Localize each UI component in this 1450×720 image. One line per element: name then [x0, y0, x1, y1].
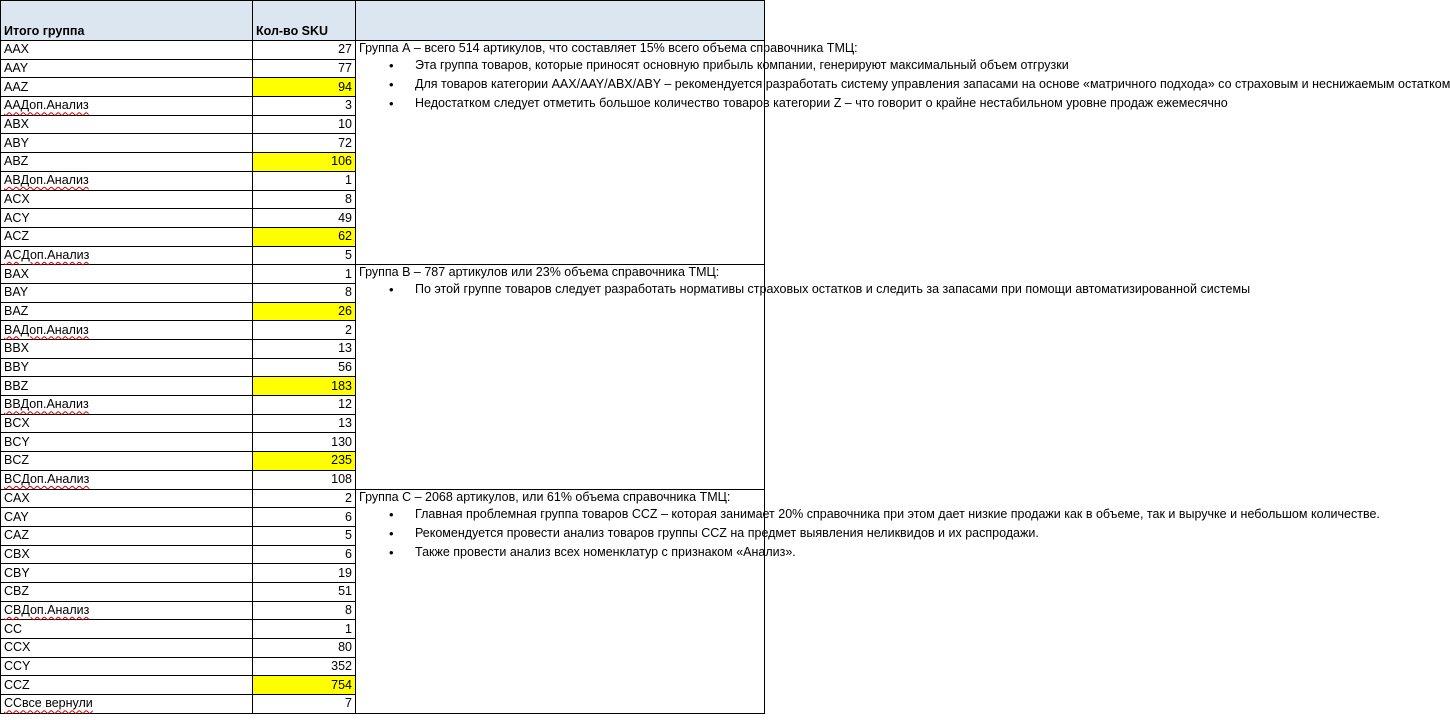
group-code-text: CBДоп.Анализ — [4, 602, 90, 617]
note-bullet: • Рекомендуется провести анализ товаров группы CCZ на предмет выявления неликвидов и их распродажи. — [415, 526, 761, 541]
sku-count-cell[interactable]: 8 — [253, 283, 356, 302]
note-bullet: • По этой группе товаров следует разработать нормативы страховых остатков и следить за запасами при помощи автоматизированной системы — [415, 282, 761, 297]
group-code-text: BBY — [4, 360, 30, 375]
group-code-cell[interactable] — [1, 470, 253, 489]
group-code-cell[interactable] — [1, 396, 253, 415]
group-code-text: BAY — [4, 285, 29, 300]
group-code-text: AAДоп.Анализ — [4, 98, 89, 113]
note-bullet: • Недостатком следует отметить большое количество товаров категории Z – что говорит о крайне нестабильном уровне продаж ежемесячно — [415, 96, 761, 111]
sku-count-cell[interactable]: 3 — [253, 97, 356, 116]
group-code-cell[interactable] — [1, 321, 253, 340]
group-code-cell[interactable] — [1, 283, 253, 302]
note-bullet: • Эта группа товаров, которые приносят основную прибыль компании, генерируют максимальный объем отгрузки — [415, 58, 761, 73]
group-code-text: ACX — [4, 191, 30, 206]
group-code-cell[interactable] — [1, 134, 253, 153]
group-code-cell[interactable] — [1, 340, 253, 359]
group-code-cell[interactable] — [1, 41, 253, 60]
group-code-cell[interactable] — [1, 508, 253, 527]
table-row — [1, 489, 765, 508]
sku-count-cell[interactable]: 26 — [253, 302, 356, 321]
sku-count-cell[interactable]: 13 — [253, 340, 356, 359]
group-code-cell[interactable] — [1, 97, 253, 116]
sku-count-cell[interactable]: 13 — [253, 414, 356, 433]
group-code-cell[interactable] — [1, 489, 253, 508]
group-code-cell[interactable] — [1, 302, 253, 321]
sku-count-cell[interactable]: 352 — [253, 657, 356, 676]
group-code-text: CAY — [4, 509, 29, 524]
group-code-text: BCZ — [4, 453, 29, 468]
sku-count-cell[interactable]: 12 — [253, 396, 356, 415]
group-code-cell[interactable] — [1, 695, 253, 714]
sku-count-cell[interactable]: 27 — [253, 41, 356, 60]
group-code-cell[interactable] — [1, 433, 253, 452]
group-code-text: AAZ — [4, 79, 29, 94]
group-code-cell[interactable] — [1, 414, 253, 433]
group-code-cell[interactable] — [1, 227, 253, 246]
group-code-text: CBZ — [4, 584, 29, 599]
sku-count-cell[interactable]: 80 — [253, 639, 356, 658]
group-code-text: ABY — [4, 135, 30, 150]
note-title: Группа С – 2068 артикулов, или 61% объема справочника ТМЦ: — [359, 489, 731, 504]
sku-count-cell[interactable]: 62 — [253, 227, 356, 246]
group-code-text: BAX — [4, 266, 30, 281]
header-group-cell[interactable]: Итого группа — [1, 1, 253, 41]
table-row — [1, 41, 765, 60]
group-code-cell[interactable] — [1, 639, 253, 658]
group-code-text: AAX — [4, 42, 30, 57]
group-code-cell[interactable] — [1, 153, 253, 172]
sku-count-cell[interactable]: 5 — [253, 246, 356, 265]
group-code-cell[interactable] — [1, 209, 253, 228]
sku-count-cell[interactable]: 51 — [253, 582, 356, 601]
sku-count-cell[interactable]: 6 — [253, 508, 356, 527]
sku-count-cell[interactable]: 106 — [253, 153, 356, 172]
group-code-text: CAX — [4, 490, 30, 505]
group-code-cell[interactable] — [1, 452, 253, 471]
sku-count-cell[interactable]: 49 — [253, 209, 356, 228]
group-code-text: ACДоп.Анализ — [4, 247, 90, 262]
sku-count-cell[interactable]: 8 — [253, 601, 356, 620]
header-row — [1, 1, 765, 41]
sku-count-cell[interactable]: 130 — [253, 433, 356, 452]
group-code-cell[interactable] — [1, 377, 253, 396]
sku-count-cell[interactable]: 2 — [253, 489, 356, 508]
group-code-text: ABX — [4, 117, 30, 132]
note-title: Группа А – всего 514 артикулов, что составляет 15% всего объема справочника ТМЦ: — [359, 41, 858, 55]
group-code-cell[interactable] — [1, 601, 253, 620]
sku-count-cell[interactable]: 7 — [253, 695, 356, 714]
group-code-cell[interactable] — [1, 78, 253, 97]
group-code-cell[interactable] — [1, 582, 253, 601]
group-code-text: CCZ — [4, 677, 30, 692]
note-bullet: • Главная проблемная группа товаров CCZ – которая занимает 20% справочника при этом дает низкие продажи как в объеме, так и выручке и небольшом количестве. — [415, 507, 761, 522]
group-code-text: BAZ — [4, 303, 29, 318]
sku-count-cell[interactable]: 183 — [253, 377, 356, 396]
group-code-text: ACY — [4, 210, 30, 225]
group-code-cell[interactable] — [1, 246, 253, 265]
group-code-cell[interactable] — [1, 657, 253, 676]
note-bullet-list — [359, 282, 1251, 297]
group-code-text: ACZ — [4, 229, 29, 244]
group-2-notes-cell[interactable] — [356, 489, 1380, 713]
group-code-text: BBДоп.Анализ — [4, 397, 89, 412]
group-code-text: CAZ — [4, 528, 29, 543]
group-code-cell[interactable] — [1, 526, 253, 545]
group-code-cell[interactable] — [1, 265, 253, 284]
group-code-text: CBX — [4, 546, 30, 561]
sku-count-cell[interactable]: 5 — [253, 526, 356, 545]
group-code-text: BBZ — [4, 378, 29, 393]
sku-count-cell[interactable]: 19 — [253, 564, 356, 583]
group-code-text: CBY — [4, 565, 30, 580]
sku-count-cell[interactable]: 2 — [253, 321, 356, 340]
group-code-cell[interactable] — [1, 190, 253, 209]
group-0-notes-cell[interactable] — [356, 41, 1450, 265]
table-row — [1, 265, 765, 284]
group-code-text: ABZ — [4, 154, 29, 169]
sku-count-cell[interactable]: 235 — [253, 452, 356, 471]
group-1-notes-cell[interactable] — [356, 265, 1251, 489]
group-code-text: BAДоп.Анализ — [4, 322, 89, 337]
group-code-cell[interactable] — [1, 171, 253, 190]
group-code-cell[interactable] — [1, 545, 253, 564]
header-notes-cell[interactable] — [356, 1, 765, 41]
header-sku-cell[interactable]: Кол-во SKU — [253, 1, 356, 41]
note-title: Группа В – 787 артикулов или 23% объема справочника ТМЦ: — [359, 265, 720, 280]
sku-count-cell[interactable]: 108 — [253, 470, 356, 489]
note-bullet-list — [359, 506, 1380, 560]
group-code-text: CC — [4, 621, 23, 636]
sku-count-cell[interactable]: 10 — [253, 115, 356, 134]
note-bullet: • Для товаров категории AAX/AAY/ABX/ABY – рекомендуется разработать систему управления запасами на основе «матричного подхода» со страховым и неснижаемым остатком — [415, 77, 761, 92]
sku-count-cell[interactable]: 77 — [253, 59, 356, 78]
note-bullet-list — [359, 58, 1450, 111]
group-code-text: BBX — [4, 341, 30, 356]
sku-count-cell[interactable]: 6 — [253, 545, 356, 564]
group-code-cell[interactable] — [1, 358, 253, 377]
sku-count-cell[interactable]: 1 — [253, 171, 356, 190]
group-code-cell[interactable] — [1, 59, 253, 78]
group-code-cell[interactable] — [1, 676, 253, 695]
group-code-cell[interactable] — [1, 564, 253, 583]
sku-count-cell[interactable]: 1 — [253, 620, 356, 639]
group-code-text: CCY — [4, 659, 31, 674]
sku-count-cell[interactable]: 94 — [253, 78, 356, 97]
note-bullet: • Также провести анализ всех номенклатур с признаком «Анализ». — [415, 545, 761, 560]
group-code-cell[interactable] — [1, 115, 253, 134]
sku-count-cell[interactable]: 1 — [253, 265, 356, 284]
group-code-text: CCX — [4, 640, 31, 655]
group-code-text: BCДоп.Анализ — [4, 472, 90, 487]
sku-count-cell[interactable]: 72 — [253, 134, 356, 153]
group-code-text: ABДоп.Анализ — [4, 173, 89, 188]
sku-count-cell[interactable]: 754 — [253, 676, 356, 695]
group-code-text: BCY — [4, 434, 30, 449]
sku-count-cell[interactable]: 8 — [253, 190, 356, 209]
group-code-cell[interactable] — [1, 620, 253, 639]
sku-count-cell[interactable]: 56 — [253, 358, 356, 377]
group-code-text: CCвсе вернули — [4, 696, 93, 711]
group-code-text: BCX — [4, 416, 30, 431]
group-code-text: AAY — [4, 61, 29, 76]
